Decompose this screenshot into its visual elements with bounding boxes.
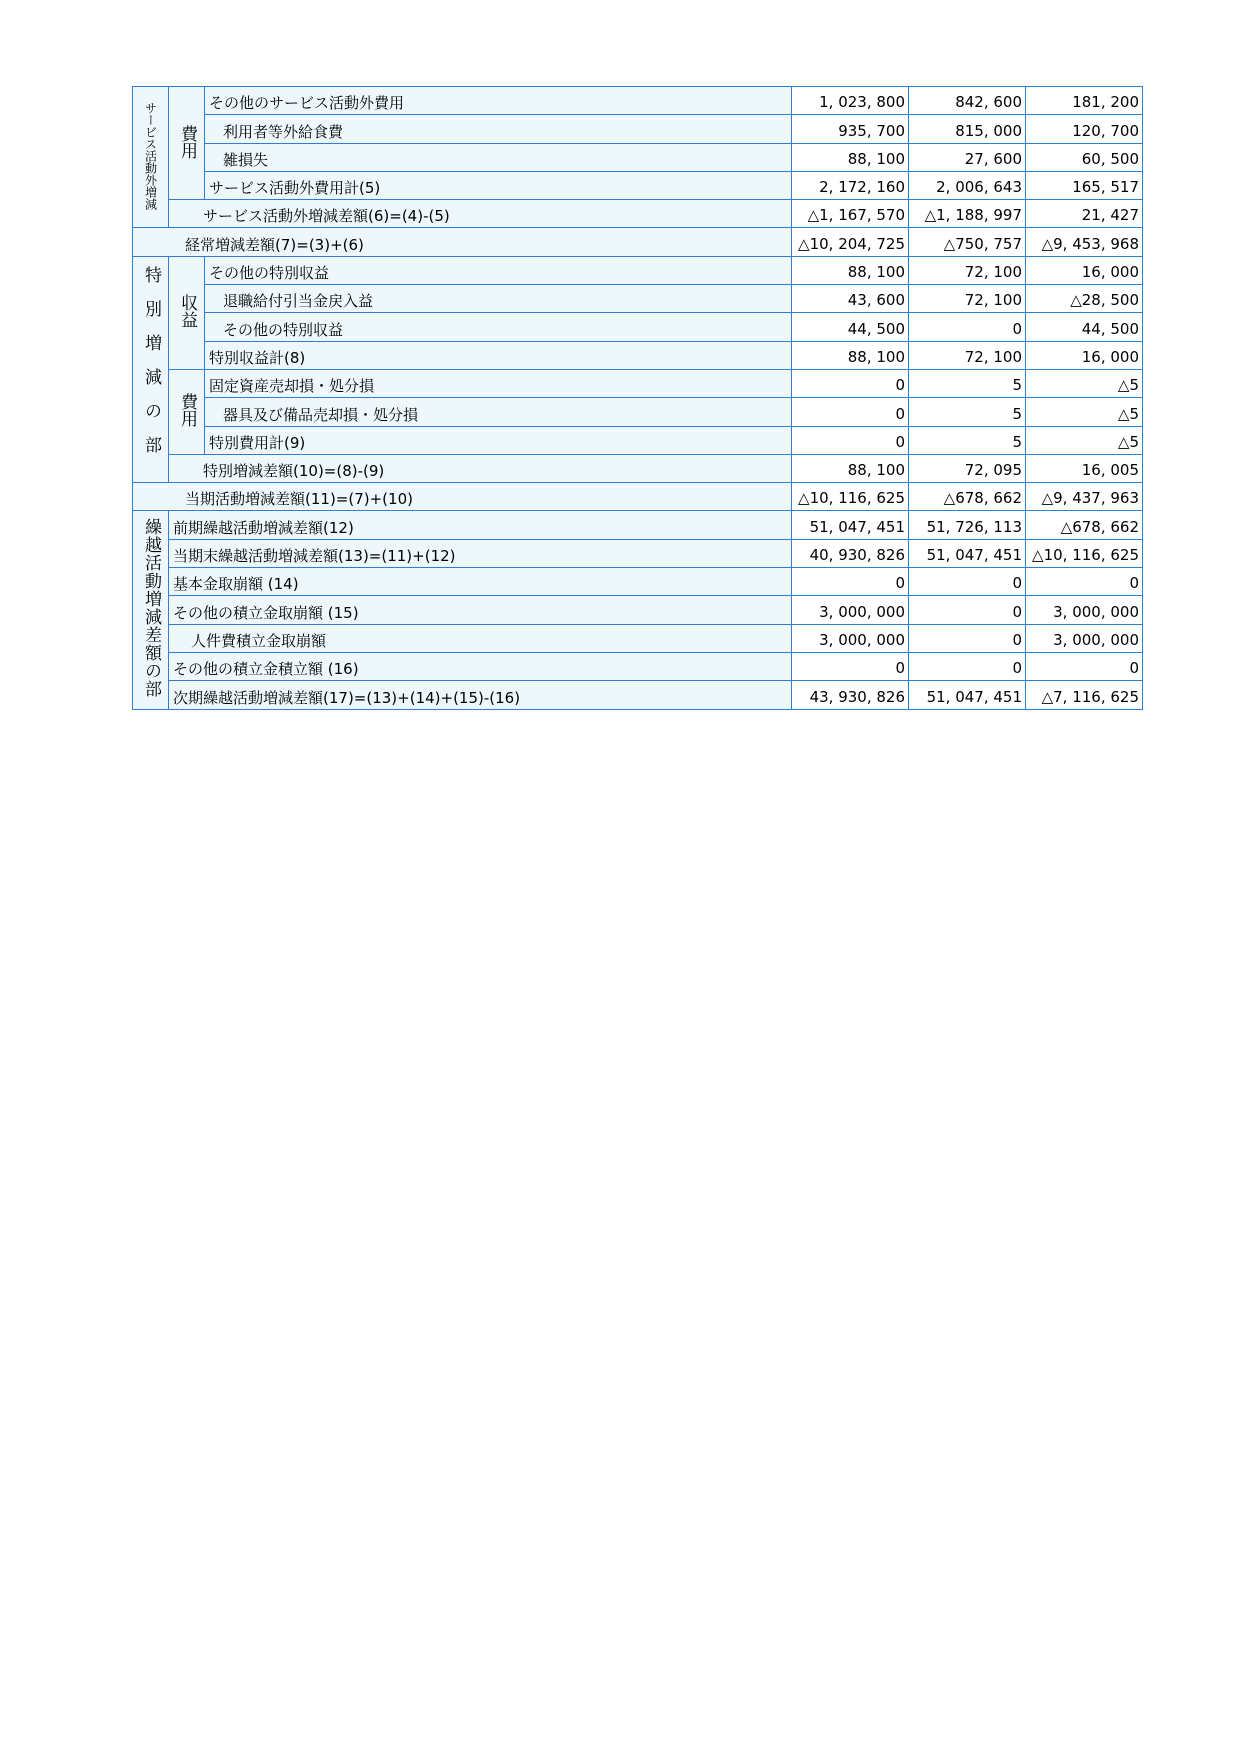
table-row [133, 426, 1143, 454]
cell-value-2: 51, 047, 451 [909, 681, 1026, 709]
cell-value-1: 44, 500 [792, 313, 909, 341]
table-row [133, 369, 1143, 397]
cell-value-2: 5 [909, 369, 1026, 397]
row-label: 雑損失 [205, 143, 792, 171]
cell-value-2: △678, 662 [909, 483, 1026, 511]
cell-value-1: 88, 100 [792, 143, 909, 171]
row-label: その他の積立金積立額 (16) [169, 652, 792, 680]
group-expense-2 [169, 369, 205, 454]
cell-value-2: 51, 726, 113 [909, 511, 1026, 539]
cell-value-3: 16, 005 [1026, 454, 1143, 482]
table-row [133, 171, 1143, 199]
table-row [133, 313, 1143, 341]
cell-value-1: 0 [792, 398, 909, 426]
cell-value-3: △5 [1026, 398, 1143, 426]
cell-value-2: 0 [909, 652, 1026, 680]
row-label: その他の積立金取崩額 (15) [169, 596, 792, 624]
table-row [133, 681, 1143, 709]
table-row [133, 228, 1143, 256]
section-service-external-label: サービス活動外増減 [143, 101, 158, 210]
row-label: 固定資産売却損・処分損 [205, 369, 792, 397]
section-special [133, 256, 169, 482]
cell-value-1: 0 [792, 426, 909, 454]
row-label: 人件費積立金取崩額 [169, 624, 792, 652]
row-label: 前期繰越活動増減差額(12) [169, 511, 792, 539]
cell-value-3: △10, 116, 625 [1026, 539, 1143, 567]
cell-value-3: 21, 427 [1026, 200, 1143, 228]
cell-value-1: 40, 930, 826 [792, 539, 909, 567]
cell-value-1: 51, 047, 451 [792, 511, 909, 539]
cell-value-3: 0 [1026, 652, 1143, 680]
table-row [133, 596, 1143, 624]
table-row [133, 652, 1143, 680]
table-row [133, 341, 1143, 369]
group-income-label: 収益 [177, 294, 197, 329]
cell-value-2: 72, 100 [909, 341, 1026, 369]
cell-value-1: 1, 023, 800 [792, 87, 909, 115]
cell-value-3: 165, 517 [1026, 171, 1143, 199]
cell-value-3: 181, 200 [1026, 87, 1143, 115]
cell-value-2: 27, 600 [909, 143, 1026, 171]
section-service-external [133, 87, 169, 228]
cell-value-3: 60, 500 [1026, 143, 1143, 171]
table-row [133, 143, 1143, 171]
row-label: 当期末繰越活動増減差額(13)=(11)+(12) [169, 539, 792, 567]
activity-statement-table [132, 86, 1143, 710]
cell-value-3: 3, 000, 000 [1026, 596, 1143, 624]
cell-value-3: △28, 500 [1026, 285, 1143, 313]
section-carryover [133, 511, 169, 709]
row-label: 特別収益計(8) [205, 341, 792, 369]
cell-value-2: △1, 188, 997 [909, 200, 1026, 228]
cell-value-1: 0 [792, 652, 909, 680]
table-row [133, 200, 1143, 228]
table-row [133, 87, 1143, 115]
row-label: 退職給付引当金戻入益 [205, 285, 792, 313]
cell-value-3: △5 [1026, 369, 1143, 397]
cell-value-2: 842, 600 [909, 87, 1026, 115]
cell-value-1: △10, 204, 725 [792, 228, 909, 256]
cell-value-3: △7, 116, 625 [1026, 681, 1143, 709]
row-label: 器具及び備品売却損・処分損 [205, 398, 792, 426]
cell-value-1: △1, 167, 570 [792, 200, 909, 228]
table-row [133, 256, 1143, 284]
table-row [133, 454, 1143, 482]
cell-value-2: 2, 006, 643 [909, 171, 1026, 199]
cell-value-2: 5 [909, 398, 1026, 426]
table-row [133, 568, 1143, 596]
row-label: その他のサービス活動外費用 [205, 87, 792, 115]
cell-value-1: 0 [792, 369, 909, 397]
cell-value-1: 0 [792, 568, 909, 596]
row-label: サービス活動外費用計(5) [205, 171, 792, 199]
table-row [133, 483, 1143, 511]
cell-value-2: 72, 100 [909, 256, 1026, 284]
row-label: 基本金取崩額 (14) [169, 568, 792, 596]
cell-value-3: 44, 500 [1026, 313, 1143, 341]
cell-value-1: 2, 172, 160 [792, 171, 909, 199]
row-label: その他の特別収益 [205, 313, 792, 341]
cell-value-1: △10, 116, 625 [792, 483, 909, 511]
row-label: 次期繰越活動増減差額(17)=(13)+(14)+(15)-(16) [169, 681, 792, 709]
cell-value-1: 43, 930, 826 [792, 681, 909, 709]
group-expense-label: 費用 [177, 124, 197, 159]
row-label: 利用者等外給食費 [205, 115, 792, 143]
group-expense-1 [169, 87, 205, 200]
row-label: 経常増減差額(7)=(3)+(6) [133, 228, 792, 256]
cell-value-2: 0 [909, 313, 1026, 341]
cell-value-2: 815, 000 [909, 115, 1026, 143]
cell-value-3: 0 [1026, 568, 1143, 596]
cell-value-1: 88, 100 [792, 256, 909, 284]
cell-value-2: △750, 757 [909, 228, 1026, 256]
cell-value-2: 0 [909, 568, 1026, 596]
row-label: その他の特別収益 [205, 256, 792, 284]
cell-value-2: 0 [909, 624, 1026, 652]
row-label: 特別増減差額(10)=(8)-(9) [169, 454, 792, 482]
cell-value-1: 88, 100 [792, 341, 909, 369]
row-label: 特別費用計(9) [205, 426, 792, 454]
group-expense-label: 費用 [177, 393, 197, 428]
cell-value-3: △9, 453, 968 [1026, 228, 1143, 256]
cell-value-3: △678, 662 [1026, 511, 1143, 539]
row-label: サービス活動外増減差額(6)=(4)-(5) [169, 200, 792, 228]
cell-value-1: 88, 100 [792, 454, 909, 482]
table-row [133, 624, 1143, 652]
cell-value-1: 935, 700 [792, 115, 909, 143]
cell-value-2: 72, 095 [909, 454, 1026, 482]
table-row [133, 539, 1143, 567]
table-row [133, 115, 1143, 143]
cell-value-2: 0 [909, 596, 1026, 624]
cell-value-3: 16, 000 [1026, 256, 1143, 284]
cell-value-3: 3, 000, 000 [1026, 624, 1143, 652]
cell-value-3: 120, 700 [1026, 115, 1143, 143]
cell-value-3: △9, 437, 963 [1026, 483, 1143, 511]
cell-value-2: 51, 047, 451 [909, 539, 1026, 567]
group-income [169, 256, 205, 369]
table-row [133, 511, 1143, 539]
section-special-label: 特別増減の部 [141, 265, 161, 470]
row-label: 当期活動増減差額(11)=(7)+(10) [133, 483, 792, 511]
cell-value-3: △5 [1026, 426, 1143, 454]
cell-value-3: 16, 000 [1026, 341, 1143, 369]
cell-value-1: 3, 000, 000 [792, 624, 909, 652]
cell-value-1: 43, 600 [792, 285, 909, 313]
cell-value-1: 3, 000, 000 [792, 596, 909, 624]
cell-value-2: 5 [909, 426, 1026, 454]
cell-value-2: 72, 100 [909, 285, 1026, 313]
table-row [133, 285, 1143, 313]
financial-statement-sheet [132, 86, 1143, 710]
table-row [133, 398, 1143, 426]
section-carryover-label: 繰越活動増減差額の部 [141, 518, 161, 699]
